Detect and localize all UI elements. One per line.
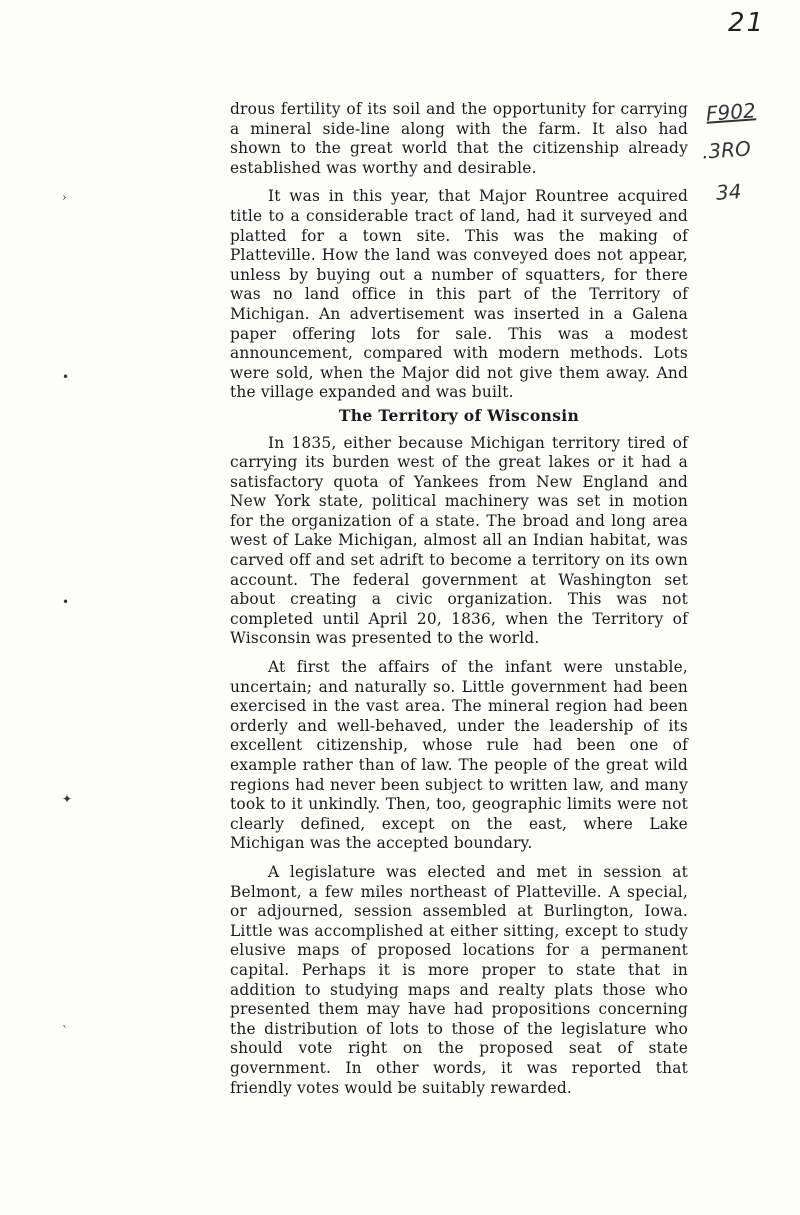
article-body bbox=[230, 100, 688, 1098]
paragraph: At first the affairs of the infant were unstable, uncertain; and naturally so. Little government had been exercised in the vast area. The mineral region had been orderly and well-behaved, under the leadership of its excellent citizenship, whose rule had been one of example rather than of law. The people of the great wild regions had never been subject to written law, and many took to it unkindly. Then, too, geographic limits were not clearly defined, except on the east, where Lake Michigan was the accepted boundary. bbox=[230, 658, 688, 853]
margin-mark: • bbox=[62, 370, 70, 384]
margin-note-shelf: .3RO bbox=[701, 136, 752, 164]
margin-note-catalog: F902 bbox=[705, 98, 757, 126]
section-heading: The Territory of Wisconsin bbox=[338, 405, 580, 425]
paragraph: A legislature was elected and met in session at Belmont, a few miles northeast of Platteville. A special, or adjourned, session assembled at Burlington, Iowa. Little was accomplished at either sitting, except to study elusive maps of proposed locations for a permanent capital. Perhaps it is more proper to state that in addition to studying maps and realty plats those who presented them may have had propositions concerning the distribution of lots to those of the legislature who should vote right on the proposed seat of state government. In other words, it was reported that friendly votes would be suitably rewarded. bbox=[230, 862, 688, 1097]
page-number: 21 bbox=[728, 8, 766, 38]
margin-mark: • bbox=[62, 595, 70, 609]
margin-note-number: 34 bbox=[715, 179, 743, 205]
margin-mark: › bbox=[62, 190, 67, 204]
margin-mark: ✦ bbox=[62, 792, 73, 806]
margin-mark: ` bbox=[62, 1024, 68, 1038]
paragraph: drous fertility of its soil and the opportunity for carrying a mineral side-line along with the farm. It also had shown to the great world that the citizenship already established was worthy and desirable. bbox=[230, 100, 688, 177]
paragraph: In 1835, either because Michigan territory tired of carrying its burden west of the great lakes or it had a satisfactory quota of Yankees from New England and New York state, political machinery was set in motion for the organization of a state. The broad and long area west of Lake Michigan, almost all an Indian habitat, was carved off and set adrift to become a territory on its own account. The federal government at Washington set about creating a civic organization. This was not completed until April 20, 1836, when the Territory of Wisconsin was presented to the world. bbox=[230, 433, 688, 648]
paragraph: It was in this year, that Major Rountree acquired title to a considerable tract of land, had it surveyed and platted for a town site. This was the making of Platteville. How the land was conveyed does not appear, unless by buying out a number of squatters, for there was no land office in this part of the Territory of Michigan. An advertisement was inserted in a Galena paper offering lots for sale. This was a modest announcement, compared with modern methods. Lots were sold, when the Major did not give them away. And the village expanded and was built. bbox=[230, 187, 688, 402]
